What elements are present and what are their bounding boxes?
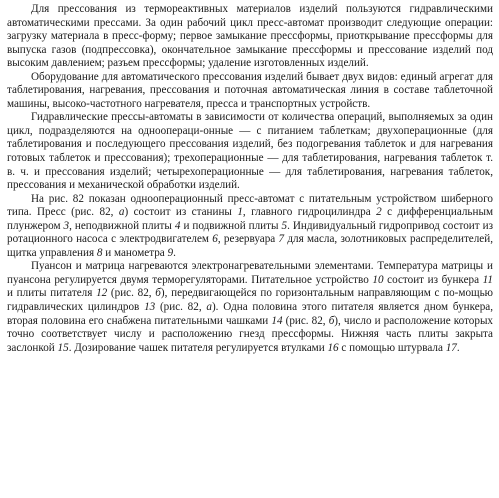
paragraph-feeder [7,260,493,355]
paragraph-press-types [7,111,493,192]
paragraph-text: Гидравлические прессы-автоматы в зависимости от количества операций, выполняемых за один цикл, подразделяются на одноопераци-онные — с питанием таблеткам; двухоперационные (для таблетирования и последующего прессования изделий, без подогревания таблеток и для нагревания готовых таблеток и прессования); трехоперационные — для таблетирования, нагревания таблеток т. в. ч. и прессования изделий; четырехоперационные — для таблетирования, нагревания таблеток, прессования и механической обработки изделий. [7,111,493,192]
paragraph-intro [7,3,493,71]
paragraph-figure-82-press [7,193,493,261]
paragraph-text: Пуансон и матрица нагреваются электронагревательными элементами. Температура матрицы и пуансона регулируется двумя терморегуляторами. Питательное устройство 10 состоит из бункера 11 и плиты питателя 12 (рис. 82, б), передвигающейся по горизонтальным направляющим с по-мощью гидравлических цилиндров 13 (рис. 82, а). Одна половина этого питателя является дном бункера, вторая половина его снабжена питательными чашками 14 (рис. 82, б), число и расположение которых точно соответствует числу и расположению гнезд прессформы. Нижняя часть плиты закрыта заслонкой 15. Дозирование чашек питателя регулируется втулками 16 с помощью штурвала 17. [7,260,493,354]
paragraph-text: Оборудование для автоматического прессования изделий бывает двух видов: единый агрегат для таблетирования, нагревания, прессования и поточная автоматическая линия в составе таблеточной машины, высоко-частотного нагревателя, пресса и транспортных устройств. [7,70,493,110]
paragraph-text: Для прессования из термореактивных материалов изделий пользуются гидравлическими автоматическими прессами. За один рабочий цикл пресс-автомат производит следующие операции: загрузку материала в пресс-форму; первое замыкание прессформы, приоткрывание прессформы для выпуска газов (подпрессовка), окончательное замыкание прессформы и прессование изделий под высоким давлением; разъем прессформы; удаление изготовленных изделий. [7,3,493,70]
paragraph-equipment [7,71,493,112]
paragraph-text: На рис. 82 показан однооперационный пресс-автомат с питательным устройством шиберного типа. Пресс (рис. 82, а) состоит из станины 1, главного гидроцилиндра 2 с дифференциальным плунжером 3, неподвижной плиты 4 и подвижной плиты 5. Индивидуальный гидропривод состоит из ротационного насоса с электродвигателем 6, резервуара 7 для масла, золотниковых распределителей, щитка управления 8 и манометра 9. [7,192,494,259]
